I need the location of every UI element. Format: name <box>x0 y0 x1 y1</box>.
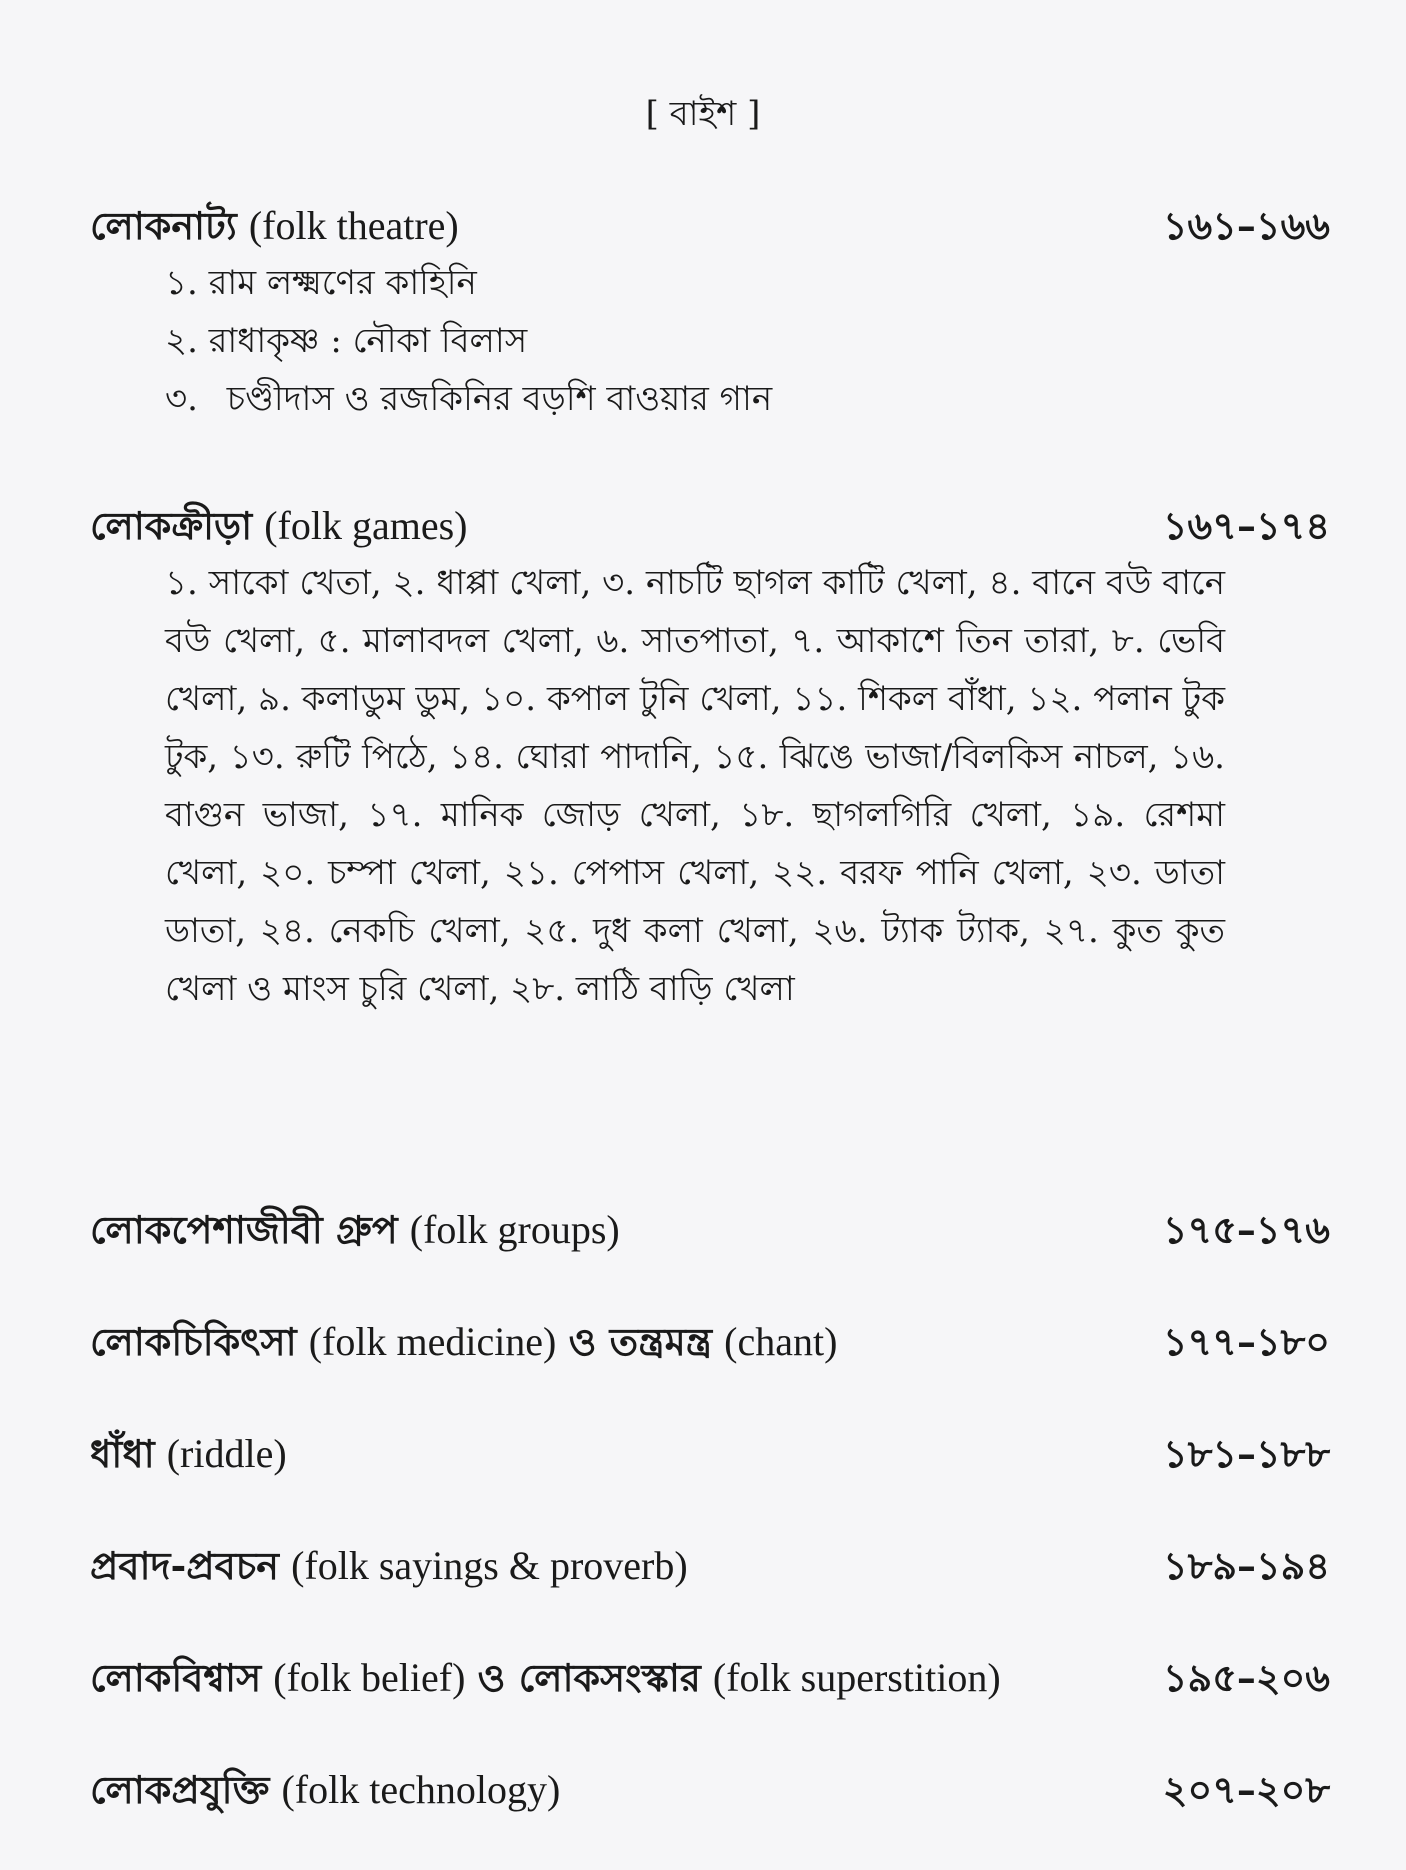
entry-heading <box>90 198 1330 254</box>
entry-title-en: (folk medicine) <box>308 1319 557 1364</box>
list-item <box>165 370 1330 428</box>
entry-title-bn-2: ও তন্ত্রমন্ত্র <box>568 1319 713 1364</box>
entry-heading <box>90 1426 1330 1482</box>
item-text: রাধাকৃষ্ণ : নৌকা বিলাস <box>208 321 528 361</box>
item-text: চণ্ডীদাস ও রজকিনির বড়শি বাওয়ার গান <box>226 379 773 419</box>
item-number: ১. <box>165 263 198 303</box>
entry-heading <box>90 1650 1330 1706</box>
entry-title-bn: লোকবিশ্বাস <box>90 1655 262 1700</box>
page-range: ১৭৭–১৮০ <box>1162 1319 1330 1364</box>
entry-title-en: (riddle) <box>166 1431 287 1476</box>
page-range: ১৬৭–১৭৪ <box>1162 503 1330 548</box>
entry-title-en: (folk theatre) <box>248 203 459 248</box>
page-number-header: [ বাইশ ] <box>645 94 761 134</box>
entry-heading <box>90 1314 1330 1370</box>
sub-item-list <box>90 254 1330 428</box>
list-item <box>165 312 1330 370</box>
entry-title-bn: লোকনাট্য <box>90 203 237 248</box>
toc-entry-riddle <box>90 1426 1330 1482</box>
entry-heading <box>90 1762 1330 1818</box>
page-range: ১৮৯–১৯৪ <box>1163 1543 1330 1588</box>
item-text: রাম লক্ষ্মণের কাহিনি <box>208 263 477 303</box>
entry-title-bn: প্রবাদ-প্রবচন <box>90 1543 279 1588</box>
toc-entry-proverbs <box>90 1538 1330 1594</box>
games-list-paragraph: ১. সাকো খেতা, ২. ধাপ্পা খেলা, ৩. নাচটি ছাগল কাটি খেলা, ৪. বানে বউ বানে বউ খেলা, ৫. মালাবদল খেলা, ৬. সাতপাতা, ৭. আকাশে তিন তারা, ৮. ভেবি খেলা, ৯. কলাডুম ডুম, ১০. কপাল টুনি খেলা, ১১. শিকল বাঁধা, ১২. পলান টুক টুক, ১৩. রুটি পিঠে, ১৪. ঘোরা পাদানি, ১৫. ঝিঙে ভাজা/বিলকিস নাচল, ১৬. বাগুন ভাজা, ১৭. মানিক জোড় খেলা, ১৮. ছাগলগিরি খেলা, ১৯. রেশমা খেলা, ২০. চম্পা খেলা, ২১. পেপাস খেলা, ২২. বরফ পানি খেলা, ২৩. ডাতা ডাতা, ২৪. নেকচি খেলা, ২৫. দুধ কলা খেলা, ২৬. ট্যাক ট্যাক, ২৭. কুত কুত খেলা ও মাংস চুরি খেলা, ২৮. লাঠি বাড়ি খেলা <box>165 563 1225 1009</box>
entry-title-en-2: (folk superstition) <box>712 1655 1001 1700</box>
entry-title-bn-2: ও লোকসংস্কার <box>477 1655 701 1700</box>
toc-entry-folk-belief <box>90 1650 1330 1706</box>
page-range: ১৭৫–১৭৬ <box>1162 1207 1330 1252</box>
entry-title-en: (folk technology) <box>281 1767 561 1812</box>
entry-title-en: (folk sayings & proverb) <box>291 1543 688 1588</box>
page-range: ১৮১–১৮৮ <box>1163 1431 1330 1476</box>
entry-heading <box>90 1202 1330 1258</box>
toc-entry-folk-groups <box>90 1202 1330 1258</box>
list-item <box>165 254 1330 312</box>
entry-heading <box>90 498 1330 554</box>
toc-entry-folk-technology <box>90 1762 1330 1818</box>
entry-title-bn: লোকপ্রযুক্তি <box>90 1767 270 1812</box>
entry-title-bn: লোকক্রীড়া <box>90 503 253 548</box>
toc-entry-folk-theatre <box>90 198 1330 428</box>
toc-entry-folk-games <box>90 498 1330 1018</box>
item-number: ৩. <box>165 379 198 419</box>
entry-title-bn: লোকপেশাজীবী গ্রুপ <box>90 1207 398 1252</box>
page-range: ২০৭–২০৮ <box>1162 1767 1330 1812</box>
entry-title-en: (folk games) <box>264 503 468 548</box>
toc-entry-folk-medicine <box>90 1314 1330 1370</box>
item-number: ২. <box>165 321 198 361</box>
entry-title-en: (folk groups) <box>409 1207 620 1252</box>
entry-title-en-2: (chant) <box>724 1319 838 1364</box>
entry-title-bn: ধাঁধা <box>90 1431 155 1476</box>
entry-title-en: (folk belief) <box>273 1655 466 1700</box>
entry-heading <box>90 1538 1330 1594</box>
entry-title-bn: লোকচিকিৎসা <box>90 1319 297 1364</box>
page-range: ১৬১–১৬৬ <box>1162 203 1330 248</box>
page-range: ১৯৫–২০৬ <box>1162 1655 1330 1700</box>
